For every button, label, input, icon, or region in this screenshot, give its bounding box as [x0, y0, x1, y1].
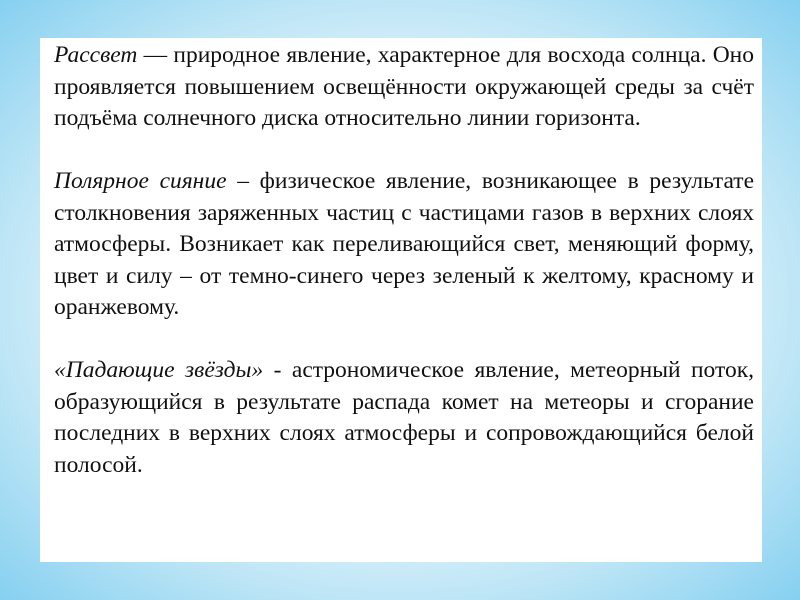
- slide-text-card: [40, 38, 762, 562]
- term-shooting-stars: «Падающие звёзды»: [54, 357, 264, 383]
- definition-shooting-stars: [54, 355, 754, 481]
- term-aurora: Полярное сияние: [54, 168, 227, 194]
- definition-aurora-text: – физическое явление, возникающее в результате столкновения заряженных частиц с частицами газов в верхних слоях атмосферы. Возникает как переливающийся свет, меняющий форму, цвет и силу – от темно-синего через зеленый к желтому, красному и оранжевому.: [54, 168, 755, 320]
- definition-shooting-stars-text: - астрономическое явление, метеорный поток, образующийся в результате распада комет на метеоры и сгорание последних в верхних слоях атмосферы и сопровождающийся белой полосой.: [54, 357, 755, 478]
- paragraph-spacer: [54, 135, 754, 167]
- term-sunrise: Рассвет: [54, 42, 138, 68]
- definition-sunrise-text: — природное явление, характерное для восхода солнца. Оно проявляется повышением освещённости окружающей среды за счёт подъёма солнечного диска относительно линии горизонта.: [54, 42, 754, 131]
- definition-aurora: [54, 166, 754, 324]
- paragraph-spacer: [54, 324, 754, 356]
- definition-sunrise: [54, 40, 754, 135]
